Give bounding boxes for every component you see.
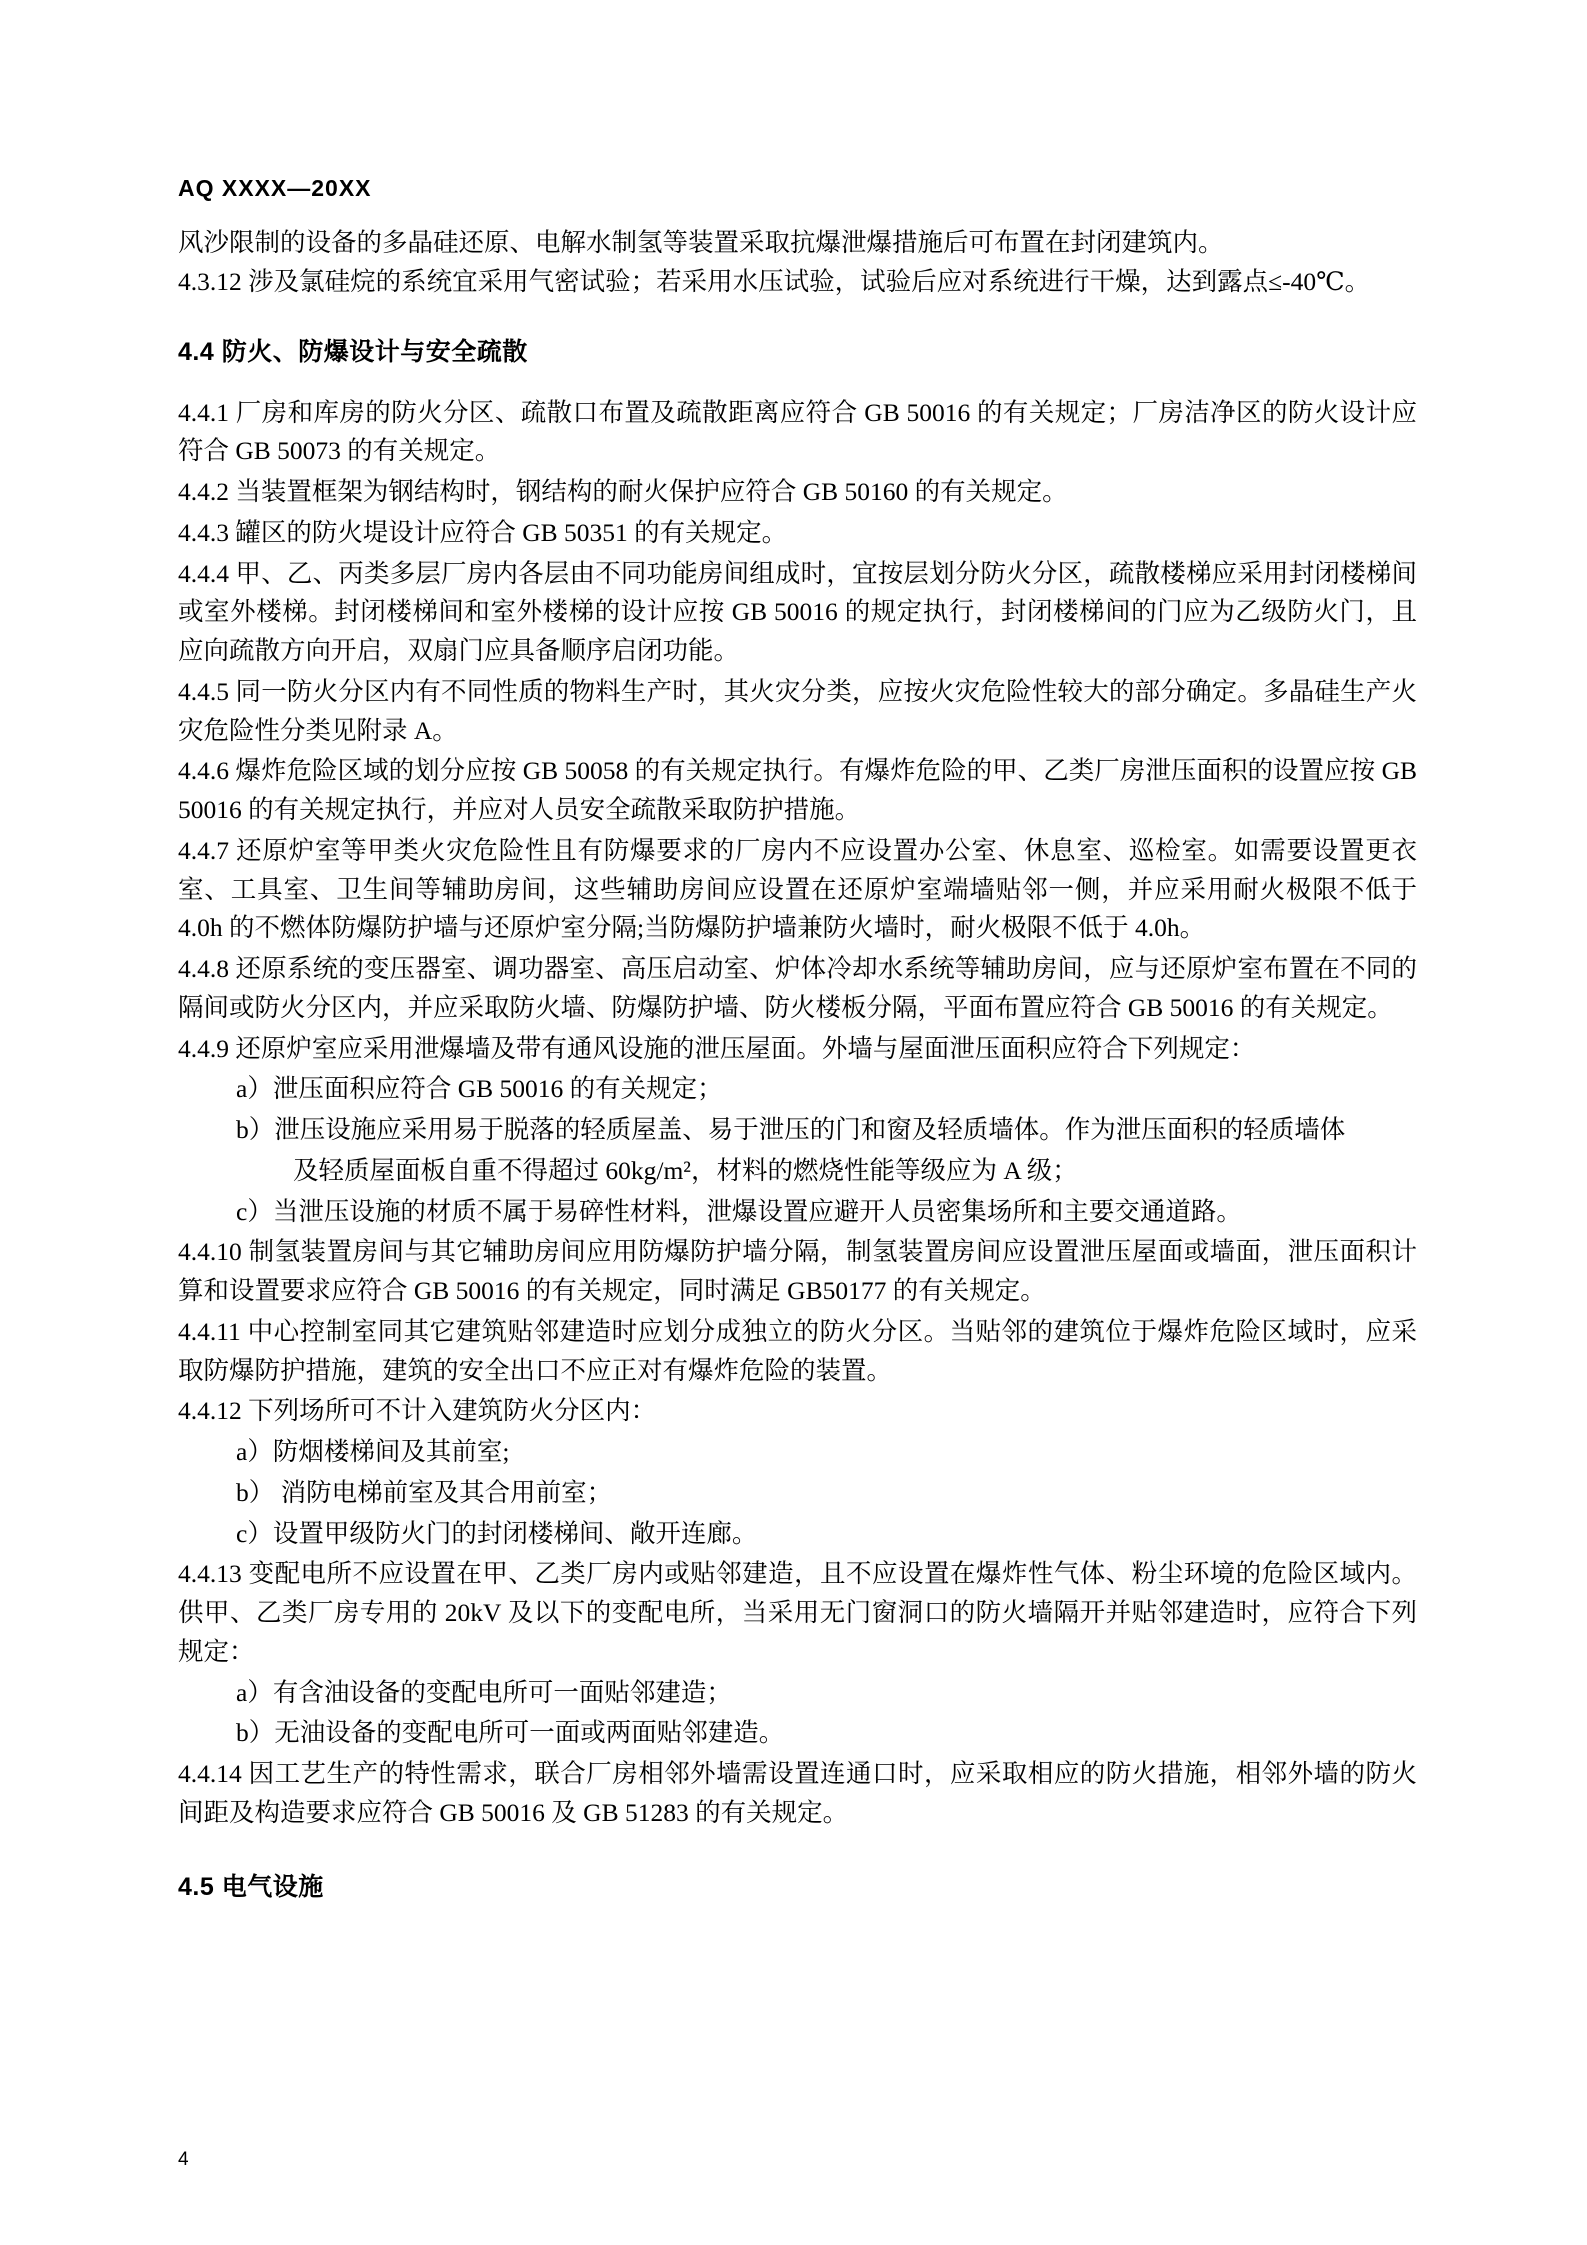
clause-4-4-2: 4.4.2 当装置框架为钢结构时，钢结构的耐火保护应符合 GB 50160 的有关规定。: [178, 477, 1068, 506]
clause-4-4-11: 4.4.11 中心控制室同其它建筑贴邻建造时应划分成独立的防火分区。当贴邻的建筑位于爆炸危险区域时，应采取防爆防护措施，建筑的安全出口不应正对有爆炸危险的装置。: [178, 1316, 1417, 1385]
clause-4-3-12: 4.3.12 涉及氯硅烷的系统宜采用气密试验；若采用水压试验，试验后应对系统进行干燥，达到露点≤-40℃。: [178, 266, 1371, 296]
clause-4-4-9: 4.4.9 还原炉室应采用泄爆墙及带有通风设施的泄压屋面。外墙与屋面泄压面积应符合下列规定：: [178, 1033, 1256, 1063]
clause-4-4-9-item-b: b）泄压设施应采用易于脱落的轻质屋盖、易于泄压的门和窗及轻质墙体。作为泄压面积的轻质墙体: [236, 1115, 1346, 1144]
clause-4-4-12: 4.4.12 下列场所可不计入建筑防火分区内：: [178, 1396, 657, 1426]
clause-4-4-1: 4.4.1 厂房和库房的防火分区、疏散口布置及疏散距离应符合 GB 50016 的有关规定；厂房洁净区的防火设计应符合 GB 50073 的有关规定。: [178, 397, 1417, 466]
paragraph-continuation: 风沙限制的设备的多晶硅还原、电解水制氢等装置采取抗爆泄爆措施后可布置在封闭建筑内。: [178, 228, 1224, 257]
clause-4-4-13-item-b: b）无油设备的变配电所可一面或两面贴邻建造。: [236, 1718, 785, 1748]
clause-4-4-14: 4.4.14 因工艺生产的特性需求，联合厂房相邻外墙需设置连通口时，应采取相应的防火措施，相邻外墙的防火间距及构造要求应符合 GB 50016 及 GB 51283 的有关规定。: [178, 1759, 1417, 1827]
section-heading-4-5: 4.5 电气设施: [178, 1872, 324, 1901]
section-4-4-body: [178, 394, 1417, 1833]
clause-4-4-12-item-b: b） 消防电梯前室及其合用前室；: [236, 1477, 613, 1507]
clause-4-4-9-item-a: a）泄压面积应符合 GB 50016 的有关规定；: [236, 1074, 723, 1104]
clause-4-4-12-item-a: a）防烟楼梯间及其前室;: [236, 1437, 510, 1466]
clause-4-4-13-item-a: a）有含油设备的变配电所可一面贴邻建造；: [236, 1677, 732, 1707]
section-heading-4-4: 4.4 防火、防爆设计与安全疏散: [178, 337, 528, 366]
clause-4-4-9-item-c: c）当泄压设施的材质不属于易碎性材料，泄爆设置应避开人员密集场所和主要交通道路。: [236, 1196, 1242, 1226]
clause-4-4-4: 4.4.4 甲、乙、丙类多层厂房内各层由不同功能房间组成时，宜按层划分防火分区，疏散楼梯应采用封闭楼梯间或室外楼梯。封闭楼梯间和室外楼梯的设计应按 GB 50016 的规定执行，封闭楼梯间的门应为乙级防火门，且应向疏散方向开启，双扇门应具备顺序启闭功能。: [178, 558, 1417, 665]
page-header: AQ XXXX—20XX: [178, 175, 372, 201]
clause-4-4-9-item-b-cont: 及轻质屋面板自重不得超过 60kg/m²，材料的燃烧性能等级应为 A 级；: [293, 1155, 1078, 1185]
clause-4-4-10: 4.4.10 制氢装置房间与其它辅助房间应用防爆防护墙分隔，制氢装置房间应设置泄压屋面或墙面，泄压面积计算和设置要求应符合 GB 50016 的有关规定，同时满足 GB50177 的有关规定。: [178, 1237, 1417, 1305]
clause-4-4-13: 4.4.13 变配电所不应设置在甲、乙类厂房内或贴邻建造，且不应设置在爆炸性气体、粉尘环境的危险区域内。供甲、乙类厂房专用的 20kV 及以下的变配电所，当采用无门窗洞口的防火墙隔开并贴邻建造时，应符合下列规定：: [178, 1559, 1417, 1666]
clause-4-4-7: 4.4.7 还原炉室等甲类火灾危险性且有防爆要求的厂房内不应设置办公室、休息室、巡检室。如需要设置更衣室、工具室、卫生间等辅助房间，这些辅助房间应设置在还原炉室端墙贴邻一侧，并应采用耐火极限不低于 4.0h 的不燃体防爆防护墙与还原炉室分隔;当防爆防护墙兼防火墙时，耐火极限不低于 4.0h。: [178, 835, 1417, 943]
clause-4-4-3: 4.4.3 罐区的防火堤设计应符合 GB 50351 的有关规定。: [178, 517, 788, 547]
page-number: 4: [178, 2149, 189, 2170]
intro-paragraphs: [178, 224, 1417, 302]
clause-4-4-5: 4.4.5 同一防火分区内有不同性质的物料生产时，其火灾分类，应按火灾危险性较大的部分确定。多晶硅生产火灾危险性分类见附录 A。: [178, 676, 1417, 745]
clause-4-4-12-item-c: c）设置甲级防火门的封闭楼梯间、敞开连廊。: [236, 1518, 758, 1548]
clause-4-4-6: 4.4.6 爆炸危险区域的划分应按 GB 50058 的有关规定执行。有爆炸危险的甲、乙类厂房泄压面积的设置应按 GB 50016 的有关规定执行，并应对人员安全疏散采取防护措施。: [178, 756, 1417, 824]
clause-4-4-8: 4.4.8 还原系统的变压器室、调功器室、高压启动室、炉体冷却水系统等辅助房间，应与还原炉室布置在不同的隔间或防火分区内，并应采取防火墙、防爆防护墙、防火楼板分隔，平面布置应符合 GB 50016 的有关规定。: [178, 954, 1417, 1022]
